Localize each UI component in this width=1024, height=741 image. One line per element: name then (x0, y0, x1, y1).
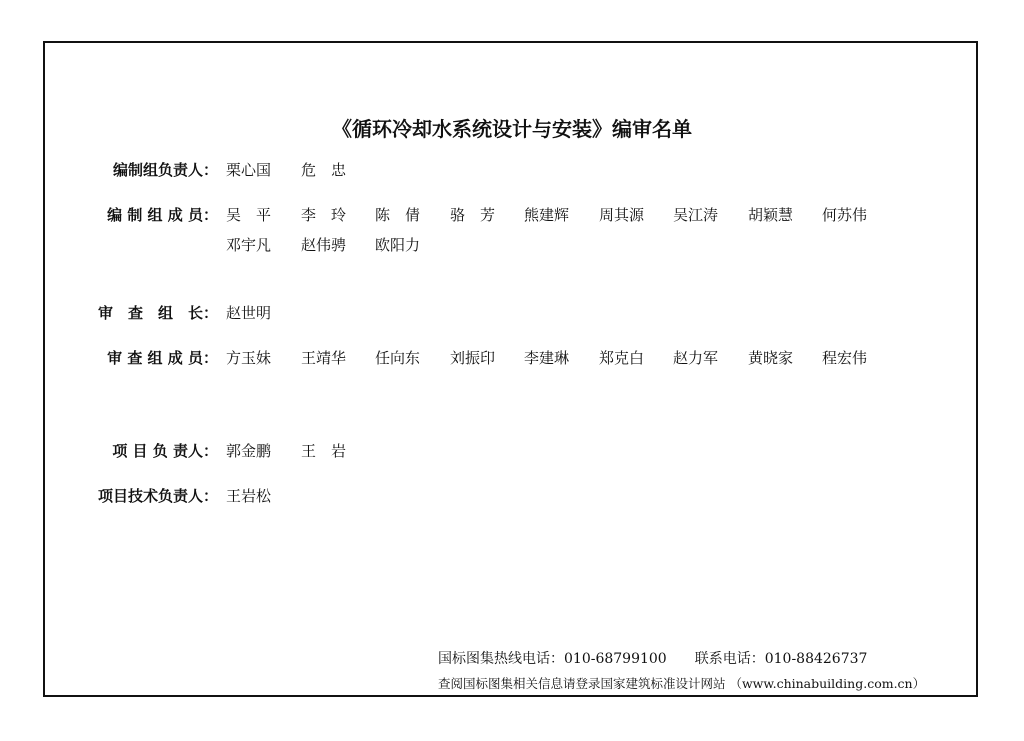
member-name: 周其源 (599, 206, 645, 224)
member-name: 赵世明 (226, 304, 272, 322)
member-name: 郭金鹏 (226, 442, 272, 460)
group-label: 审 查 组 成 员： (107, 349, 218, 367)
group-row-members-cont (0, 232, 1024, 260)
group-label: 项目技术负责人： (97, 487, 218, 505)
member-name: 胡颖慧 (748, 206, 794, 224)
member-name: 方玉妹 (226, 349, 272, 367)
member-name: 黄晓家 (748, 349, 794, 367)
member-name: 郑克白 (599, 349, 645, 367)
member-name: 熊建辉 (524, 206, 570, 224)
member-name: 王 岩 (301, 442, 347, 460)
group-row-review-leader (0, 300, 1024, 328)
group-label: 编制组负责人： (112, 161, 218, 179)
member-name: 邓宇凡 (226, 236, 272, 254)
group-label: 审 查 组 长： (97, 304, 218, 322)
group-row-review-members (0, 345, 1024, 373)
member-name: 欧阳力 (375, 236, 421, 254)
group-row-members (0, 202, 1024, 230)
member-name: 赵力军 (673, 349, 719, 367)
member-name: 刘振印 (450, 349, 496, 367)
group-row-tech-leader (0, 483, 1024, 511)
hotline-text: 国标图集热线电话：010-68799100 (438, 651, 667, 667)
member-name: 何苏伟 (822, 206, 868, 224)
member-name: 王岩松 (226, 487, 272, 505)
member-name: 陈 倩 (375, 206, 421, 224)
member-name: 赵伟骋 (301, 236, 347, 254)
page-title: 《循环冷却水系统设计与安装》编审名单 (332, 117, 692, 141)
member-name: 李 玲 (301, 206, 347, 224)
member-name: 危 忠 (301, 161, 347, 179)
member-name: 李建琳 (524, 349, 570, 367)
contact-phone-text: 联系电话：010-88426737 (694, 651, 868, 667)
group-label: 项 目 负 责人： (112, 442, 218, 460)
group-row-project-leaders (0, 438, 1024, 466)
group-row-leaders (0, 157, 1024, 185)
member-name: 吴 平 (226, 206, 272, 224)
footer-website: 查阅国标图集相关信息请登录国家建筑标准设计网站 （www.chinabuilding.com.cn） (438, 676, 926, 691)
member-name: 任向东 (375, 349, 421, 367)
member-name: 王靖华 (301, 349, 347, 367)
member-name: 吴江涛 (673, 206, 719, 224)
member-name: 骆 芳 (450, 206, 496, 224)
footer-phones (438, 648, 867, 668)
member-name: 程宏伟 (822, 349, 868, 367)
group-label: 编 制 组 成 员： (107, 206, 218, 224)
member-name: 栗心国 (226, 161, 272, 179)
